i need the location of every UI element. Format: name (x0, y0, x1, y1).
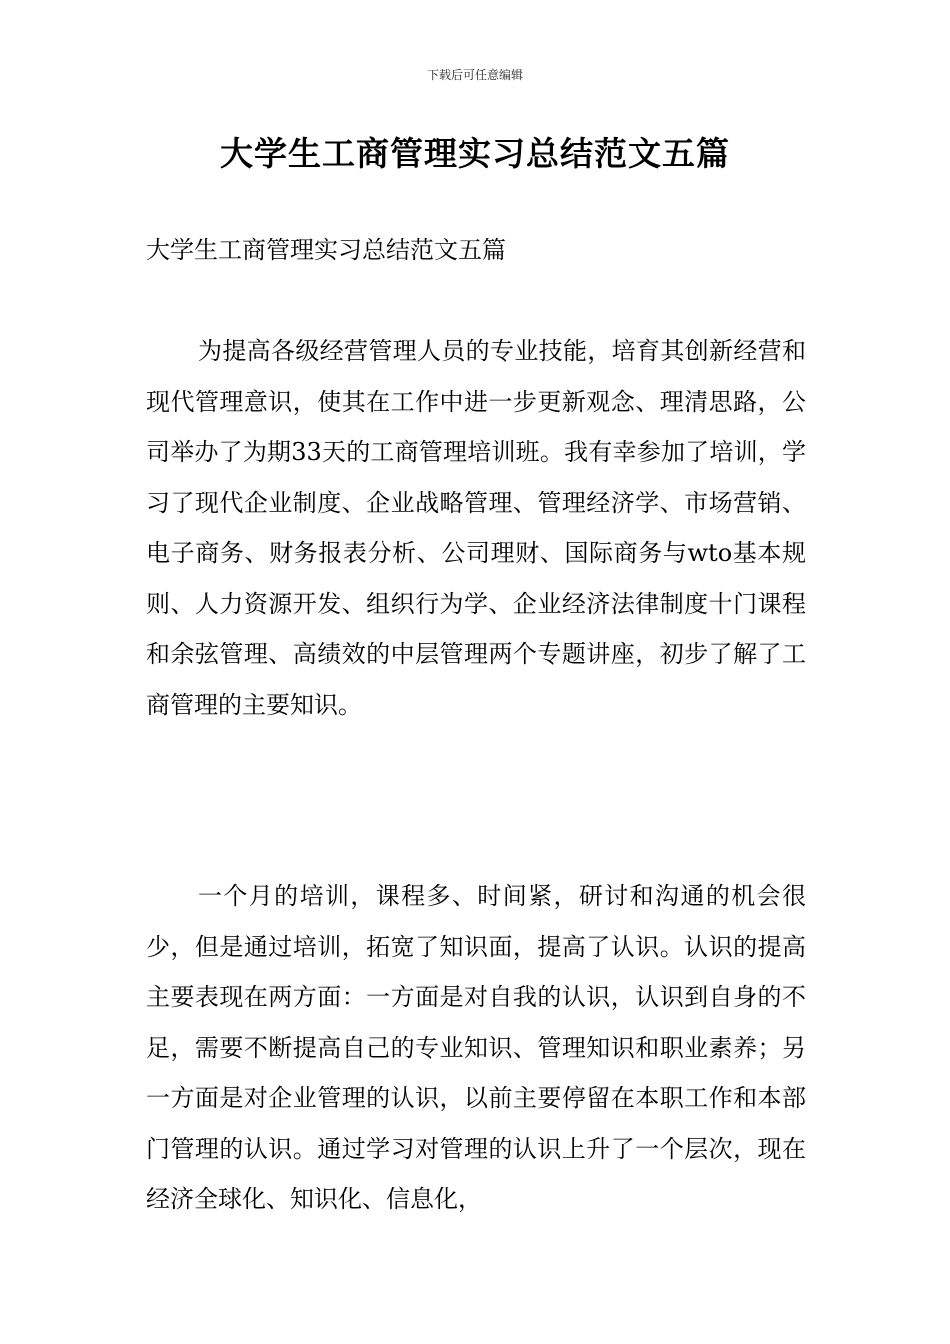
paragraph-1: 为提高各级经营管理人员的专业技能，培育其创新经营和现代管理意识，使其在工作中进一步更新观念、理清思路，公司举办了为期33天的工商管理培训班。我有幸参加了培训，学习了现代企业制度、企业战略管理、管理经济学、市场营销、电子商务、财务报表分析、公司理财、国际商务与wto基本规则、人力资源开发、组织行为学、企业经济法律制度十门课程和余弦管理、高绩效的中层管理两个专题讲座，初步了解了工商管理的主要知识。 (146, 337, 806, 719)
document-title: 大学生工商管理实习总结范文五篇 (220, 134, 730, 173)
document-subtitle: 大学生工商管理实习总结范文五篇 (146, 236, 506, 264)
paragraph-2: 一个月的培训，课程多、时间紧，研讨和沟通的机会很少，但是通过培训，拓宽了知识面，提高了认识。认识的提高主要表现在两方面：一方面是对自我的认识，认识到自身的不足，需要不断提高自己的专业知识、管理知识和职业素养；另一方面是对企业管理的认识，以前主要停留在本职工作和本部门管理的认识。通过学习对管理的认识上升了一个层次，现在经济全球化、知识化、信息化， (146, 882, 806, 1213)
header-note: 下载后可任意编辑 (426, 68, 523, 82)
